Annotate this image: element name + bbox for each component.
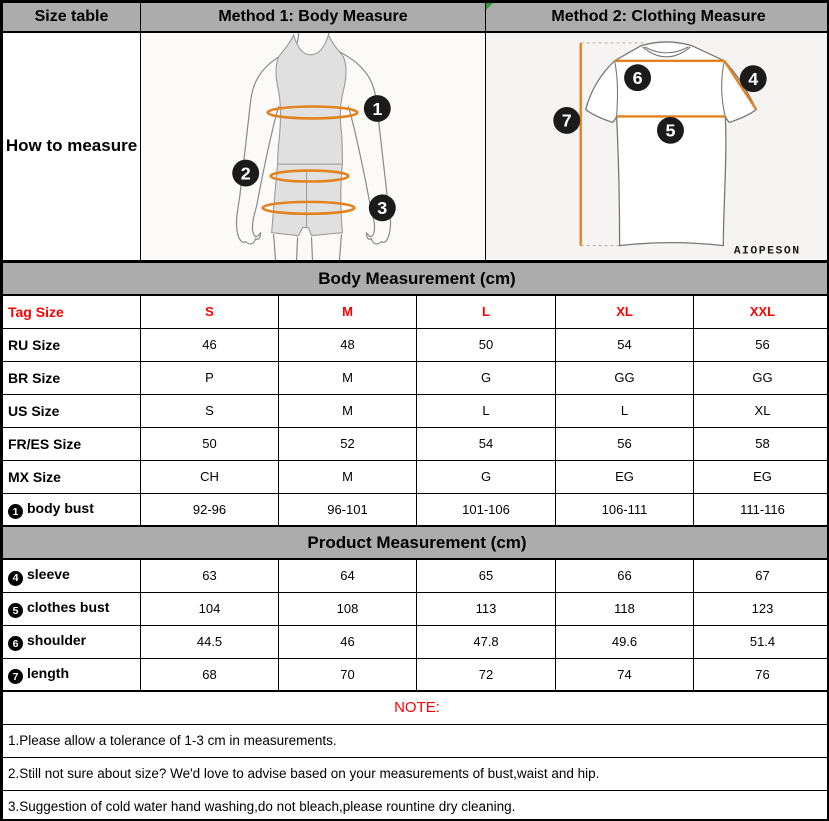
length-row [3,658,829,691]
cell: 54 [556,328,694,361]
circled-1-icon: 1 [8,504,23,519]
cell: 51.4 [694,625,829,658]
note-3: 3.Suggestion of cold water hand washing,do not bleach,please rountine dry cleaning. [3,790,829,821]
title-row [3,3,829,32]
note-row-2 [3,757,829,790]
header-and-figures-table [2,2,829,261]
cell: 50 [141,427,279,460]
cell: 52 [279,427,417,460]
cell: 48 [279,328,417,361]
mx-size-label: MX Size [3,460,141,493]
us-size-row [3,394,829,427]
figures-row [3,32,829,261]
callout-4: 4 [748,68,759,89]
fres-size-label: FR/ES Size [3,427,141,460]
body-measurement-title: Body Measurement (cm) [3,262,829,295]
cell: 101-106 [417,493,556,526]
body-measurement-header [3,262,829,295]
cell: P [141,361,279,394]
note-row-1 [3,724,829,757]
measurement-table [2,261,829,821]
mx-size-row [3,460,829,493]
cell: S [141,394,279,427]
shoulder-label [3,625,141,658]
product-measurement-title: Product Measurement (cm) [3,526,829,559]
cell: XL [694,394,829,427]
cell: 92-96 [141,493,279,526]
note-1: 1.Please allow a tolerance of 1-3 cm in measurements. [3,724,829,757]
ru-size-label: RU Size [3,328,141,361]
tshirt-figure-icon [486,33,829,261]
cell: 74 [556,658,694,691]
body-bust-label [3,493,141,526]
ru-size-row [3,328,829,361]
callout-1: 1 [372,98,383,119]
cell: 108 [279,592,417,625]
cell: 106-111 [556,493,694,526]
clothes-bust-label-text: clothes bust [27,598,110,615]
cell: 76 [694,658,829,691]
body-bust-label-text: body bust [27,499,94,516]
cell: L [417,394,556,427]
shoulder-row [3,625,829,658]
us-size-label: US Size [3,394,141,427]
circled-7-icon: 7 [8,669,23,684]
cell: 63 [141,559,279,592]
shoulder-label-text: shoulder [27,631,87,648]
how-to-measure-label: How to measure [3,32,141,261]
note-2: 2.Still not sure about size? We'd love to advise based on your measurements of bust,waist and hip. [3,757,829,790]
tag-size-m: M [279,295,417,328]
cell: GG [694,361,829,394]
cell: 46 [279,625,417,658]
tag-size-l: L [417,295,556,328]
br-size-row [3,361,829,394]
cell: 111-116 [694,493,829,526]
cell: 58 [694,427,829,460]
sleeve-label-text: sleeve [27,566,70,582]
cell: 67 [694,559,829,592]
cell: CH [141,460,279,493]
cell: 123 [694,592,829,625]
tag-size-s: S [141,295,279,328]
cell: M [279,394,417,427]
body-measure-figure [141,32,486,261]
clothing-measure-figure [486,32,829,261]
body-figure-icon [141,33,485,261]
cell: 65 [417,559,556,592]
cell: L [556,394,694,427]
length-label [3,658,141,691]
cell: 50 [417,328,556,361]
method2-title [486,3,829,32]
cell: 72 [417,658,556,691]
note-title-row [3,691,829,724]
cell: 56 [556,427,694,460]
circled-5-icon: 5 [8,603,23,618]
tag-size-xl: XL [556,295,694,328]
excel-corner-marker-icon [486,3,493,10]
method1-title: Method 1: Body Measure [141,3,486,32]
cell: 118 [556,592,694,625]
cell: M [279,460,417,493]
cell: 96-101 [279,493,417,526]
cell: GG [556,361,694,394]
note-row-3 [3,790,829,821]
cell: 70 [279,658,417,691]
callout-2: 2 [240,162,251,183]
note-title: NOTE: [3,691,829,724]
cell: 113 [417,592,556,625]
tag-size-row [3,295,829,328]
circled-6-icon: 6 [8,636,23,651]
callout-7: 7 [561,110,572,131]
cell: 104 [141,592,279,625]
cell: G [417,361,556,394]
circled-4-icon: 4 [8,571,23,586]
size-table-title: Size table [3,3,141,32]
tag-size-xxl: XXL [694,295,829,328]
callout-3: 3 [377,197,388,218]
product-measurement-header [3,526,829,559]
method2-title-text: Method 2: Clothing Measure [551,7,766,25]
brand-text: AIOPESON [733,244,801,258]
cell: EG [556,460,694,493]
br-size-label: BR Size [3,361,141,394]
cell: 49.6 [556,625,694,658]
cell: 66 [556,559,694,592]
length-label-text: length [27,664,69,681]
cell: 44.5 [141,625,279,658]
body-bust-row [3,493,829,526]
sleeve-label [3,559,141,592]
cell: M [279,361,417,394]
cell: G [417,460,556,493]
callout-6: 6 [632,67,643,88]
cell: 68 [141,658,279,691]
sleeve-row [3,559,829,592]
tag-size-label: Tag Size [3,295,141,328]
fres-size-row [3,427,829,460]
cell: EG [694,460,829,493]
cell: 56 [694,328,829,361]
clothes-bust-row [3,592,829,625]
cell: 64 [279,559,417,592]
callout-5: 5 [665,120,676,141]
cell: 46 [141,328,279,361]
cell: 54 [417,427,556,460]
cell: 47.8 [417,625,556,658]
clothes-bust-label [3,592,141,625]
